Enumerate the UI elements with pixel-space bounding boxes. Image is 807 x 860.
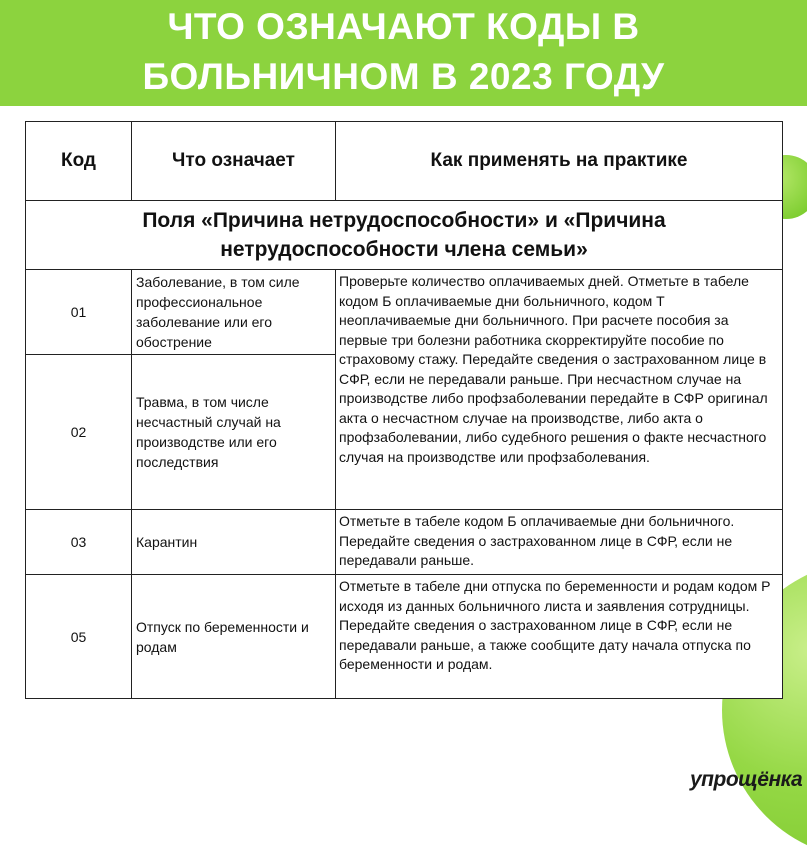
- meaning-01: Заболевание, в том силе профессиональное заболевание или его обострение: [132, 270, 336, 355]
- code-03: 03: [26, 510, 132, 575]
- header-banner: [0, 0, 807, 106]
- code-05: 05: [26, 575, 132, 699]
- code-02: 02: [26, 355, 132, 510]
- brand-logo: упрощёнка: [690, 768, 803, 791]
- header-practice: Как применять на практике: [336, 122, 783, 201]
- page-title: [0, 2, 807, 102]
- meaning-05: Отпуск по беременности и родам: [132, 575, 336, 699]
- section-title: Поля «Причина нетрудоспособности» и «Причина нетрудоспособности члена семьи»: [26, 201, 783, 270]
- table-row: [26, 270, 783, 355]
- code-01: 01: [26, 270, 132, 355]
- title-line-1: ЧТО ОЗНАЧАЮТ КОДЫ В: [167, 6, 640, 47]
- meaning-02: Травма, в том числе несчастный случай на производстве или его последствия: [132, 355, 336, 510]
- practice-05: Отметьте в табеле дни отпуска по беременности и родам кодом Р исходя из данных больничного листа и заявления сотрудницы. Передайте сведения о застрахованном лице в СФР, если не передавали раньше, а также сообщите дату начала отпуска по беременности и родам.: [336, 575, 783, 699]
- title-line-2: БОЛЬНИЧНОМ В 2023 ГОДУ: [142, 56, 665, 97]
- practice-01-02: Проверьте количество оплачиваемых дней. Отметьте в табеле кодом Б оплачиваемые дни больничного, кодом Т неоплачиваемые дни больничного. При расчете пособия за первые три болезни работника скорректируйте пособие по страховому стажу. Передайте сведения о застрахованном лице в СФР, если не передавали раньше. При несчастном случае на производстве либо профзаболевании передайте в СФР оригинал акта о несчастном случае на производстве, либо акта о профзаболевании, либо судебного решения о факте несчастного случая на производстве или профзаболевания.: [336, 270, 783, 510]
- practice-03: Отметьте в табеле кодом Б оплачиваемые дни больничного. Передайте сведения о застрахованном лице в СФР, если не передавали раньше.: [336, 510, 783, 575]
- table-row: [26, 510, 783, 575]
- table-row: [26, 575, 783, 699]
- meaning-03: Карантин: [132, 510, 336, 575]
- section-row: [26, 201, 783, 270]
- header-code: Код: [26, 122, 132, 201]
- table-header-row: [26, 122, 783, 201]
- codes-table: [25, 121, 783, 699]
- header-meaning: Что означает: [132, 122, 336, 201]
